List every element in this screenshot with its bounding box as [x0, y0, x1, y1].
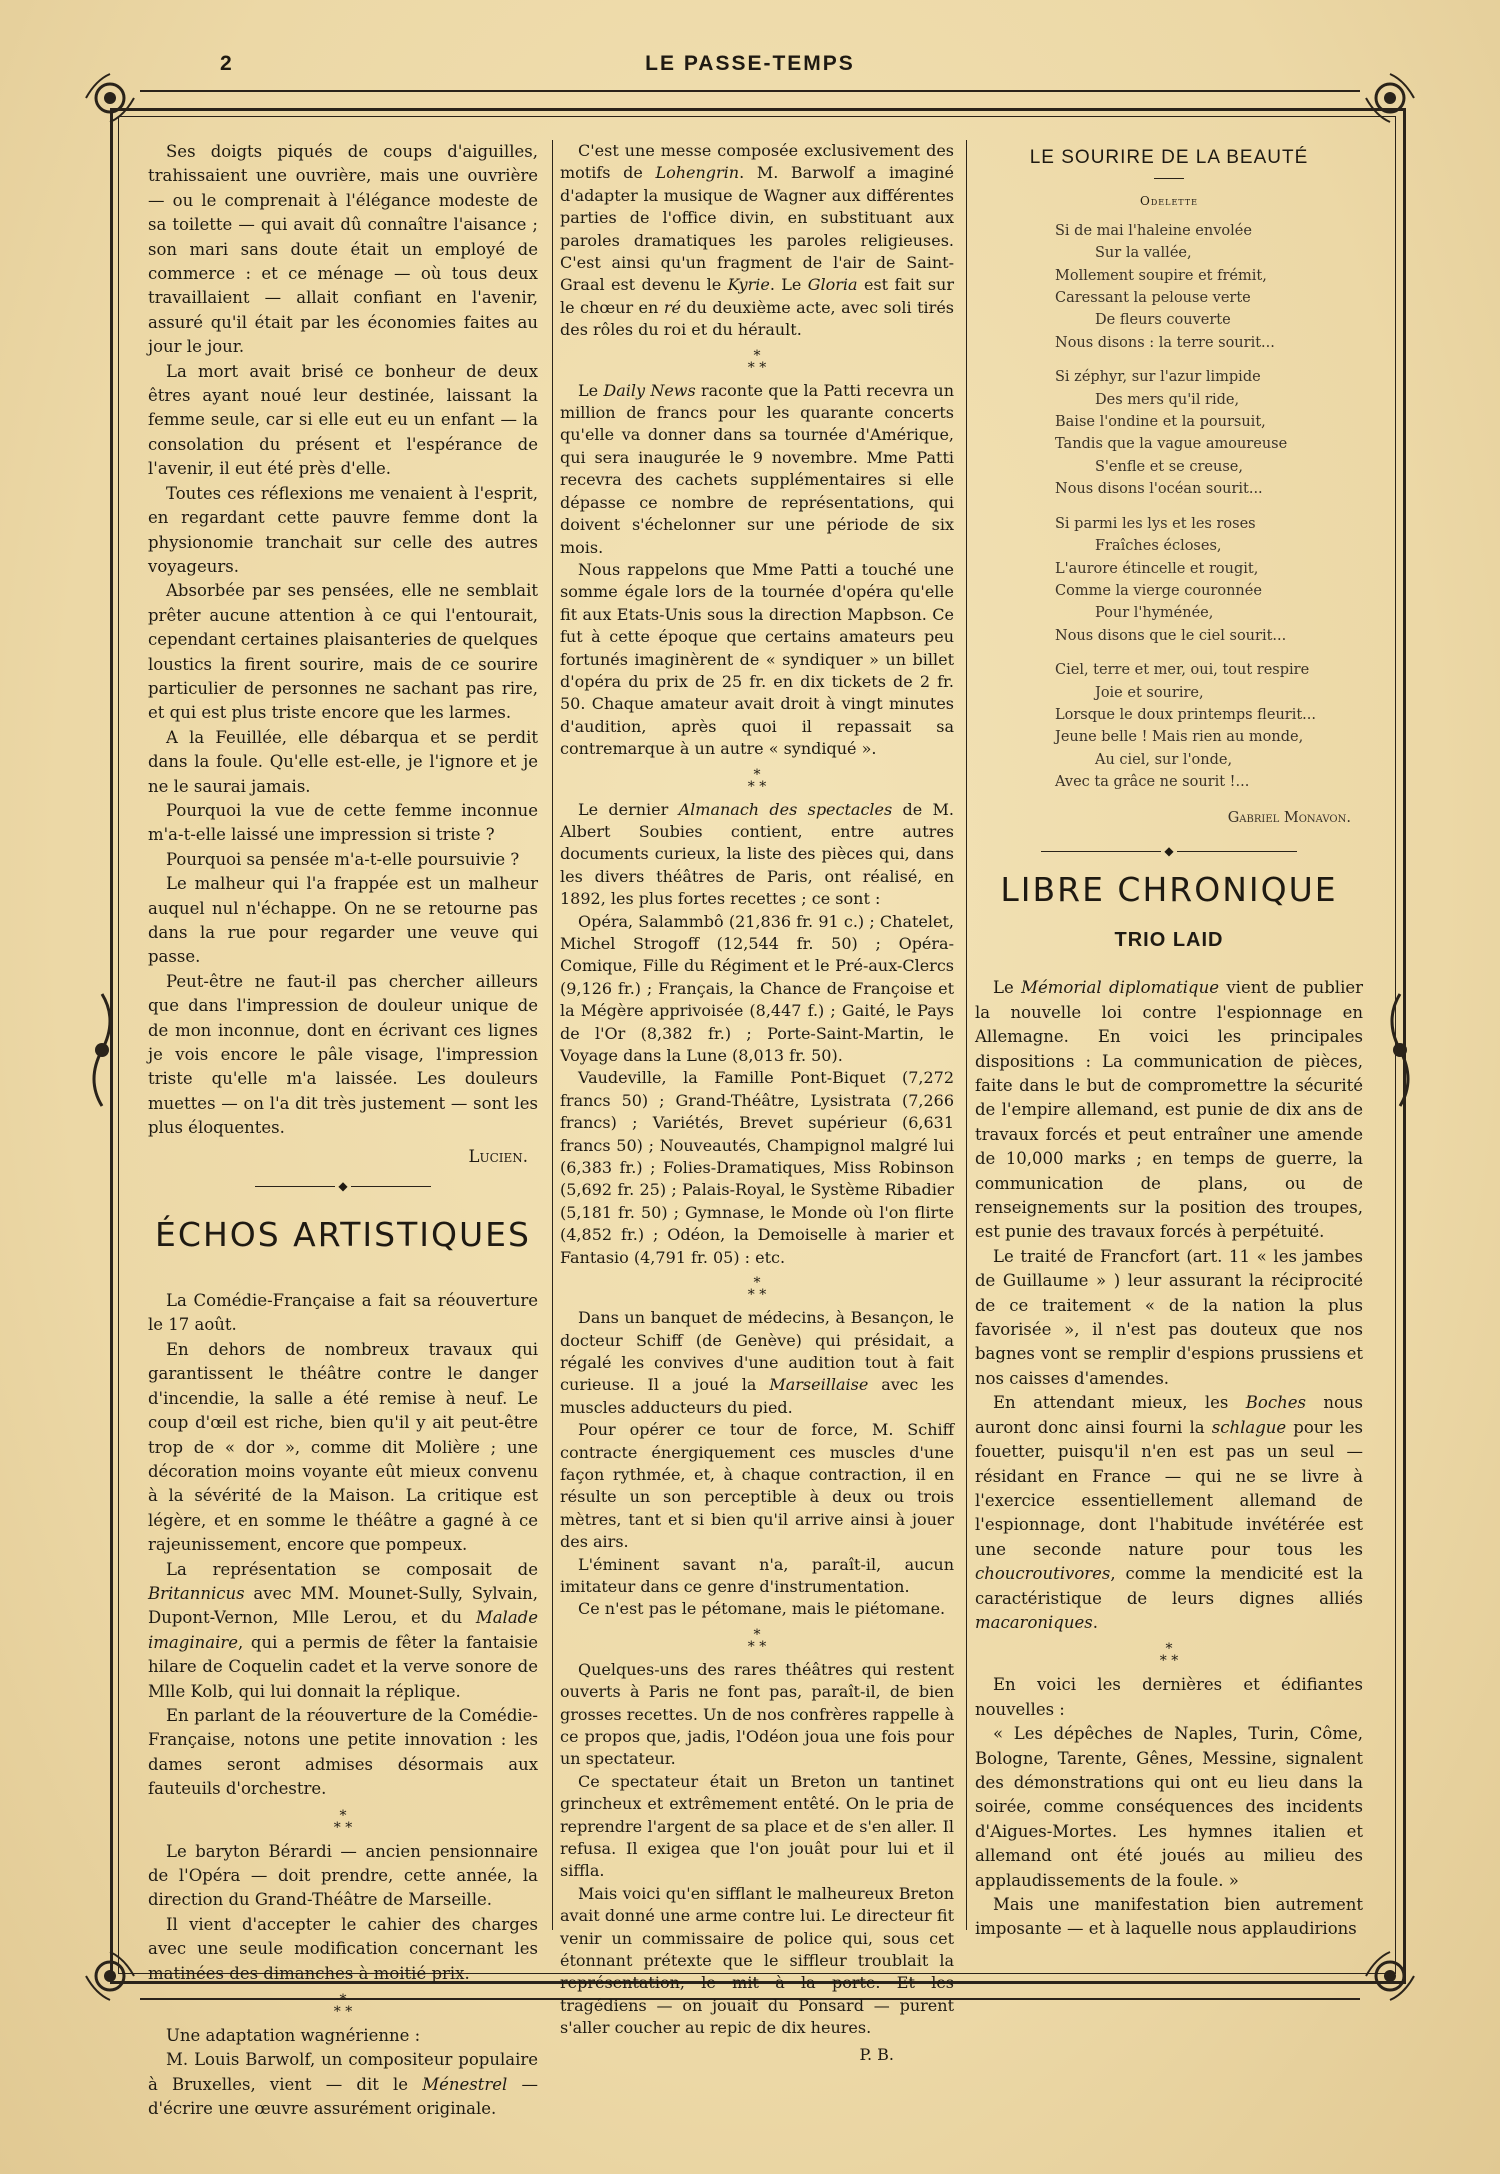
corner-flourish-icon [1362, 1948, 1418, 2004]
italic-title: Kyrie [727, 275, 770, 295]
corner-flourish-icon [82, 70, 138, 126]
italic-word: schlague [1211, 1417, 1287, 1437]
poem-dedication: Odelette [1140, 194, 1198, 209]
column-rule [552, 140, 553, 1930]
paragraph: Quelques-uns des rares théâtres qui restent ouverts à Paris ne font pas, paraît-il, de bien grosses recettes. Un de nos confrères rappelle à ce propos que, jadis, l'Odéon joua une fois pour un spectateur. [560, 1659, 954, 1769]
text-run: Le [993, 978, 1022, 998]
text-run: vient de publier la nouvelle loi contre l'espionnage en Allemagne. En voici les principales dispositions : La communication de pièces, faite dans le but de compromettre la sécurité de l'empire allemand, est punie de dix ans de travaux forcés et peut entraîner une amende de 10,000 marks ; en temps de guerre, la communication de plans, ou de renseignements sur la position des troupes, est punie des travaux forcés à perpétuité. [975, 978, 1364, 1242]
poem-line: Si parmi les lys et les roses [1055, 515, 1256, 532]
italic-title: Marseillaise [769, 1375, 869, 1395]
paragraph-heading: Une adaptation wagnérienne : [166, 2026, 421, 2046]
text-run: . M. Barwolf a imaginé d'adapter la musique de Wagner aux différentes parties de l'office divin, en substituant aux paroles dramatiques les paroles religieuses. C'est ainsi qu'un fragment de l'air de Saint-Graal est devenu le [560, 163, 954, 295]
asterism: * * * [333, 1992, 353, 2021]
section-title-chronique: LIBRE CHRONIQUE [1000, 869, 1338, 909]
paragraph: Absorbée par ses pensées, elle ne semblait prêter aucune attention à ce qui l'entourait, cependant certaines plaisanteries de quelques loustics la firent sourire, mais de ce sourire particulier de personnes ne sachant pas rire, et qui est plus triste encore que les larmes. [148, 581, 538, 723]
italic-title: Ménestrel [422, 2074, 508, 2094]
paragraph: Peut-être ne faut-il pas chercher ailleurs que dans l'impression de douleur unique de de mon inconnue, dont en écrivant ces lignes je vois encore le pâle visage, l'impression triste qu'elle m'a laissée. Les douleurs muettes — on l'a dit très justement — sont les plus éloquentes. [148, 971, 538, 1138]
poem-line: Ciel, terre et mer, oui, tout respire [1055, 662, 1310, 679]
section-title-echos: ÉCHOS ARTISTIQUES [155, 1215, 531, 1255]
column-rule [966, 140, 967, 1930]
paragraph [560, 140, 954, 342]
poem-stanza [975, 513, 1363, 647]
text-run: M. Louis Barwolf, un compositeur populaire à Bruxelles, vient — dit le [148, 2050, 538, 2094]
poem-title: LE SOURIRE DE LA BEAUTÉ [1029, 147, 1309, 168]
paragraph: En parlant de la réouverture de la Comédie-Française, notons une petite innovation : les dames seront admises désormais aux fauteuils d'orchestre. [148, 1705, 538, 1799]
text-run: avec MM. Mounet-Sully, Sylvain, Dupont-Vernon, Mlle Lerou, et du [148, 1583, 538, 1628]
italic-title: Gloria [807, 275, 858, 295]
paragraph: Vaudeville, la Famille Pont-Biquet (7,272 francs 50) ; Grand-Théâtre, Lysistrata (7,266 francs) ; Variétés, Brevet supérieur (6,631 francs 50) ; Nouveautés, Champignol malgré lui (6,383 fr.) ; Folies-Dramatiques, Miss Robinson (5,692 fr. 25) ; Palais-Royal, le Système Ribadier (5,181 fr. 50) ; Gymnase, le Monde où l'on flirte (4,852 fr.) ; Odéon, la Demoiselle à marier et Fantasio (4,791 fr. 05) : etc. [560, 1068, 954, 1267]
poem-stanza [975, 220, 1363, 354]
paragraph [560, 1307, 954, 1419]
paragraph: Opéra, Salammbô (21,836 fr. 91 c.) ; Chatelet, Michel Strogoff (12,544 fr. 50) ; Opéra-Comique, Fille du Régiment et le Pré-aux-Clercs (9,126 fr.) ; Français, la Chance de Françoise et la Mégère apprivoisée (8,447 f.) ; Gaité, le Pays de l'Or (8,382 fr.) ; Porte-Saint-Martin, le Voyage dans la Lune (8,013 fr. 50). [560, 911, 954, 1066]
asterism: * * * [333, 1807, 353, 1836]
poem-line: Au ciel, sur l'onde, [1095, 751, 1233, 768]
text-run: pour les fouetter, puisqu'il n'en est pas un seul — résidant en France — qui ne se livre à l'exercice essentiellement allemand de l'espionnage, dont l'habitude invétérée est une seconde nature pour tous les [975, 1417, 1363, 1559]
italic-word: Boches [1245, 1393, 1306, 1413]
poem-line: Caressant la pelouse verte [1055, 290, 1251, 307]
italic-title: Almanach des spectacles [678, 799, 893, 819]
poem-author: Gabriel Monavon. [1227, 809, 1351, 826]
paragraph: L'éminent savant n'a, paraît-il, aucun imitateur dans ce genre d'instrumentation. [560, 1554, 954, 1596]
italic-word: choucroutivores [975, 1564, 1111, 1584]
paragraph: Nous rappelons que Mme Patti a touché une somme égale lors de la tournée d'opéra qu'elle fit aux Etats-Unis sous la direction Mapbson. Ce fut à cette époque que certains amateurs peu fortunés imaginèrent de « syndiquer » un billet d'opéra du prix de 25 fr. en dix tickets de 2 fr. 50. Chaque amateur avait droit à vingt minutes d'audition, après quoi il repassait sa contremarque à un autre « syndiqué ». [560, 559, 954, 759]
column-3 [975, 140, 1363, 1942]
paragraph: La Comédie-Française a fait sa réouverture le 17 août. [148, 1291, 538, 1335]
text-run: — d'écrire une œuvre assurément originale. [148, 2074, 538, 2119]
column-1 [148, 140, 538, 2122]
paragraph: Il vient d'accepter le cahier des charges avec une seule modification concernant les matinées des dimanches à moitié prix. [148, 1914, 538, 1983]
italic-title: Daily News [603, 380, 696, 400]
diamond-divider-icon: ◆ [975, 844, 1363, 858]
text-run: En attendant mieux, les [993, 1393, 1246, 1413]
poem-line: Lorsque le doux printemps fleurit... [1055, 706, 1316, 723]
poem-line: S'enfle et se creuse, [1095, 458, 1243, 475]
poem-line: Sur la vallée, [1095, 245, 1192, 262]
text-run: de M. Albert Soubies contient, entre autres documents curieux, la liste des pièces qui, dans les divers théâtres de Paris, ont réalisé, en 1892, les plus fortes recettes ; ce sont : [560, 799, 954, 909]
text-run: raconte que la Patti recevra un million de francs pour les quarante concerts qu'elle va donner dans sa tournée d'Amérique, qui sera inaugurée le 9 novembre. Mme Patti recevra des cachets supplémentaires si elle dépasse ce nombre de représentations, qui doivent s'échelonner sur une période de six mois. [560, 380, 955, 557]
paragraph [148, 2048, 538, 2121]
italic-title: Lohengrin [655, 163, 740, 183]
text-run: Le [578, 380, 604, 400]
header-rule [140, 90, 1360, 92]
paragraph [975, 1391, 1363, 1635]
poem-line: Nous disons : la terre sourit... [1055, 334, 1275, 351]
poem-line: Joie et sourire, [1095, 684, 1204, 701]
column-2 [560, 140, 954, 2066]
italic-word: macaroniques [975, 1612, 1093, 1632]
corner-flourish-icon [82, 1948, 138, 2004]
paragraph: Le baryton Bérardi — ancien pensionnaire de l'Opéra — doit prendre, cette année, la direction du Grand-Théâtre de Marseille. [148, 1841, 538, 1910]
paragraph: Ce spectateur était un Breton un tantinet grincheux et extrêmement entêté. On le pria de reprendre l'argent de sa place et de s'en aller. Il refusa. Il exigea que l'on jouât pour lui et il siffla. [560, 1771, 954, 1881]
paragraph [148, 1558, 538, 1704]
paragraph: Le traité de Francfort (art. 11 « les jambes de Guillaume » ) leur assurant la réciprocité de ce traitement « de la nation la plus favorisée », il n'est pas douteux que nos bagnes vont se remplir d'espions prussiens et nos caisses d'amendes. [975, 1246, 1363, 1388]
side-flourish-icon [1380, 990, 1420, 1110]
poem-line: Baise l'ondine et la poursuit, [1055, 414, 1266, 431]
asterism: * * * [747, 1626, 767, 1655]
short-rule [1154, 178, 1184, 179]
asterism: * * * [747, 1275, 767, 1304]
poem-line: Nous disons que le ciel sourit... [1055, 627, 1287, 644]
paragraph: La mort avait brisé ce bonheur de deux êtres ayant noué leur destinée, laissant la femme seule, car si elle eut eu un enfant — la consolation du présent et l'espérance de l'avenir, il eut été près d'elle. [148, 361, 538, 479]
paragraph [560, 380, 954, 559]
paragraph: Pourquoi sa pensée m'a-t-elle poursuivie ? [166, 849, 520, 869]
text-run: nous auront donc ainsi fourni la [975, 1393, 1364, 1437]
paragraph: Ses doigts piqués de coups d'aiguilles, trahissaient une ouvrière, mais une ouvrière — ou le comprenait à l'élégance modeste de sa toilette — qui avait dû connaître l'aisance ; son mari sans doute était un employé de commerce : et ce ménage — où tous deux travaillaient — allait confiant en l'avenir, assuré qu'il était par les économies faites au jour le jour. [148, 142, 538, 357]
paragraph [975, 976, 1363, 1244]
poem-line: Mollement soupire et frémit, [1055, 267, 1267, 284]
paragraph: Toutes ces réflexions me venaient à l'esprit, en regardant cette pauvre femme dont la physionomie tranchait sur celle des autres voyageurs. [148, 483, 538, 576]
paragraph: Mais voici qu'en sifflant le malheureux Breton avait donné une arme contre lui. Le directeur fit venir un commissaire de police qui, sous cet étonnant prétexte que le siffleur troublait la représentation, le mit à la porte. Et les tragédiens — on jouait du Ponsard — purent s'aller coucher au repic de dix heures. [560, 1883, 954, 2038]
poem-line: Pour l'hyménée, [1095, 605, 1214, 622]
asterism: * * * [1159, 1641, 1179, 1670]
paragraph [560, 799, 954, 911]
italic-title: Britannicus [148, 1583, 245, 1603]
poem-stanza [975, 366, 1363, 500]
paragraph: Pour opérer ce tour de force, M. Schiff contracte énergiquement ces muscles d'une façon rythmée, et, à chaque contraction, il en résulte un son perceptible à deux ou trois mètres, tant et si bien qu'il arrive ainsi à jouer des airs. [560, 1420, 954, 1552]
poem-line: Si de mai l'haleine envolée [1055, 222, 1252, 239]
paragraph: En voici les dernières et édifiantes nouvelles : [975, 1675, 1363, 1719]
side-flourish-icon [82, 990, 122, 1110]
text-run: avec les muscles adducteurs du pied. [560, 1375, 954, 1417]
poem-line: Fraîches écloses, [1095, 538, 1222, 555]
text-run: La représentation se composait de [166, 1559, 538, 1579]
paragraph: « Les dépêches de Naples, Turin, Côme, Bologne, Tarente, Gênes, Messine, signalent des démonstrations qui ont eu lieu dans la soirée, comme conséquences des incidents d'Aigues-Mortes. Les hymnes italien et allemand ont été joués au milieu des applaudissements de la foule. » [975, 1724, 1363, 1890]
paragraph: A la Feuillée, elle débarqua et se perdit dans la foule. Qu'elle est-elle, je l'ignore et je ne le saurai jamais. [148, 727, 538, 796]
italic-title: Mémorial diplomatique [1021, 978, 1219, 998]
text-run: Dans un banquet de médecins, à Besançon, le docteur Schiff (de Genève) qui présidait, a régalé les convives d'une audition tout à fait curieuse. Il a joué la [560, 1308, 954, 1395]
article-signature: Lucien. [468, 1146, 528, 1166]
text-run: , comme la mendicité est la caractéristique de leurs dignes alliés [975, 1564, 1363, 1608]
paragraph: Mais une manifestation bien autrement imposante — et à laquelle nous applaudirions [975, 1895, 1363, 1939]
poem-line: Jeune belle ! Mais rien au monde, [1055, 729, 1304, 746]
text-run: Le dernier [578, 799, 679, 819]
poem-line: Si zéphyr, sur l'azur limpide [1055, 369, 1261, 386]
asterism: * * * [747, 766, 767, 795]
paragraph: Pourquoi la vue de cette femme inconnue m'a-t-elle laissé une impression si triste ? [148, 800, 538, 845]
poem-line: Avec ta grâce ne sourit !... [1055, 774, 1250, 791]
paragraph: Ce n'est pas le pétomane, mais le piétomane. [578, 1599, 946, 1619]
page-number: 2 [220, 52, 232, 75]
paragraph: En dehors de nombreux travaux qui garantissent le théâtre contre le danger d'incendie, la salle a été remise à neuf. Le coup d'œil est riche, bien qu'il y ait peut-être trop de « dor », comme dit Molière ; une décoration moins voyante eût mieux convenu à la sévérité de la Maison. La critique est légère, et en somme le théâtre a gagné à ce rajeunissement, encore que pompeux. [148, 1339, 538, 1555]
text-run: C'est une messe composée exclusivement des motifs de [560, 141, 954, 183]
article-subhead: TRIO LAID [1114, 928, 1224, 951]
poem-line: Comme la vierge couronnée [1055, 582, 1262, 599]
poem-line: Tandis que la vague amoureuse [1055, 436, 1288, 453]
text-run: est fait sur le chœur en [560, 275, 954, 317]
text-run: du deuxième acte, avec soli tirés des rôles du roi et du hérault. [560, 297, 955, 340]
asterism: * * * [747, 347, 767, 376]
italic-title: ré [663, 297, 681, 317]
text-run: . Le [769, 275, 808, 295]
poem-line: Des mers qu'il ride, [1095, 391, 1240, 408]
poem-line: De fleurs couverte [1095, 312, 1231, 329]
poem-line: L'aurore étincelle et rougit, [1055, 560, 1259, 577]
italic-title: Malade imaginaire [148, 1608, 538, 1652]
text-run: . [1092, 1612, 1098, 1632]
text-run: , qui a permis de fêter la fantaisie hilare de Coquelin cadet et la verve sonore de Mlle Kolb, qui lui donnait la réplique. [148, 1632, 538, 1701]
poem-line: Nous disons l'océan sourit... [1055, 481, 1263, 498]
diamond-divider-icon: ◆ [148, 1179, 538, 1193]
paragraph: Le malheur qui l'a frappée est un malheur auquel nul n'échappe. On ne se retourne pas dans la rue pour regarder une veuve qui passe. [148, 874, 538, 967]
running-head-title: LE PASSE-TEMPS [645, 52, 855, 75]
corner-flourish-icon [1362, 70, 1418, 126]
page-header [80, 52, 1420, 82]
article-signature: P. B. [859, 2044, 894, 2064]
poem-stanza [975, 659, 1363, 793]
